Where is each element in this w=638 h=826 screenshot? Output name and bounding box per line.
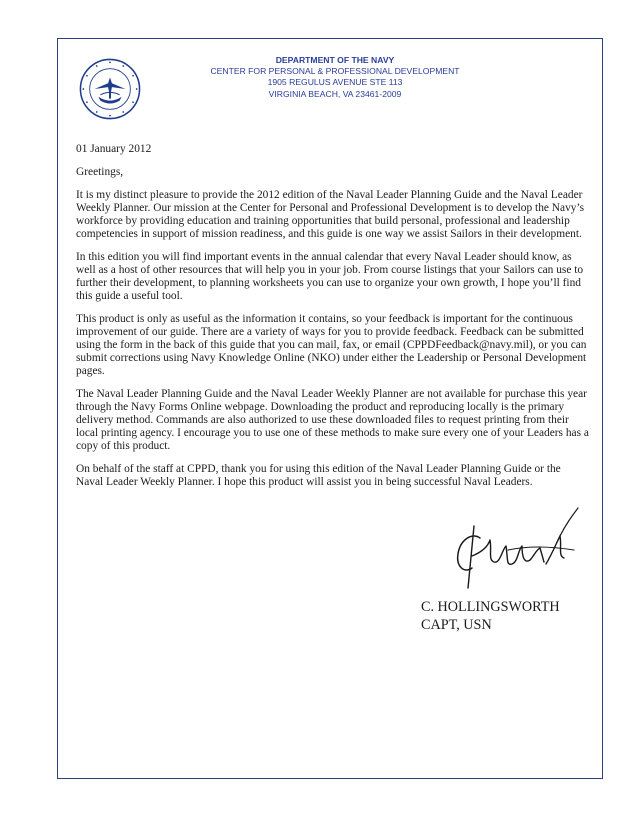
- signer-name: C. HOLLINGSWORTH: [421, 599, 560, 615]
- letterhead-street: 1905 REGULUS AVENUE STE 113: [267, 77, 403, 88]
- navy-seal: [79, 58, 141, 120]
- letter-paragraph: In this edition you will find important events in the annual calendar that every Naval Leader should know, as well as a host of other resources that will help you in your job. From course listings that your Sailors can use to further their development, to planning worksheets you can use to organize your own growth, I hope you’ll find this guide a useful tool.: [76, 251, 584, 302]
- letterhead: [195, 55, 475, 100]
- letter-paragraph: This product is only as useful as the information it contains, so your feedback is important for the continuous improvement of our guide. There are a variety of ways for you to provide feedback. Feedback can be submitted using the form in the back of this guide that you can mail, fax, or email (CPPDFeedback@navy.mil), or you can submit corrections using Navy Knowledge Online (NKO) under either the Leadership or Personal Development pages.: [76, 313, 587, 377]
- letterhead-city: VIRGINIA BEACH, VA 23461-2009: [268, 88, 402, 99]
- signer-rank: CAPT, USN: [421, 616, 492, 633]
- letterhead-center: CENTER FOR PERSONAL & PROFESSIONAL DEVELOPMENT: [210, 66, 460, 77]
- letter-date: 01 January 2012: [76, 143, 152, 155]
- letterhead-department: DEPARTMENT OF THE NAVY: [275, 55, 395, 65]
- letter-paragraph: On behalf of the staff at CPPD, thank you for using this edition of the Naval Leader Planning Guide or the Naval Leader Weekly Planner. I hope this product will assist you in being successful Naval Leaders.: [76, 463, 561, 488]
- letter-paragraph: It is my distinct pleasure to provide the 2012 edition of the Naval Leader Planning Guide and the Naval Leader Weekly Planner. Our mission at the Center for Personal and Professional Development is to develop the Navy’s workforce by providing education and training opportunities that build personal, professional and leadership competencies in support of mission readiness, and this guide is one way we assist Sailors in their development.: [76, 189, 585, 240]
- handwritten-signature: [448, 506, 583, 598]
- letter-greeting: Greetings,: [76, 166, 124, 178]
- letter-paragraph: The Naval Leader Planning Guide and the Naval Leader Weekly Planner are not available for purchase this year through the Navy Forms Online webpage. Downloading the product and reproducing locally is the primary delivery method. Commands are also authorized to use these downloaded files to request printing from their local printing agency. I encourage you to use one of these methods to make sure every one of your Leaders has a copy of this product.: [76, 388, 589, 452]
- letter-body: [76, 143, 590, 499]
- signature-block: [421, 599, 560, 634]
